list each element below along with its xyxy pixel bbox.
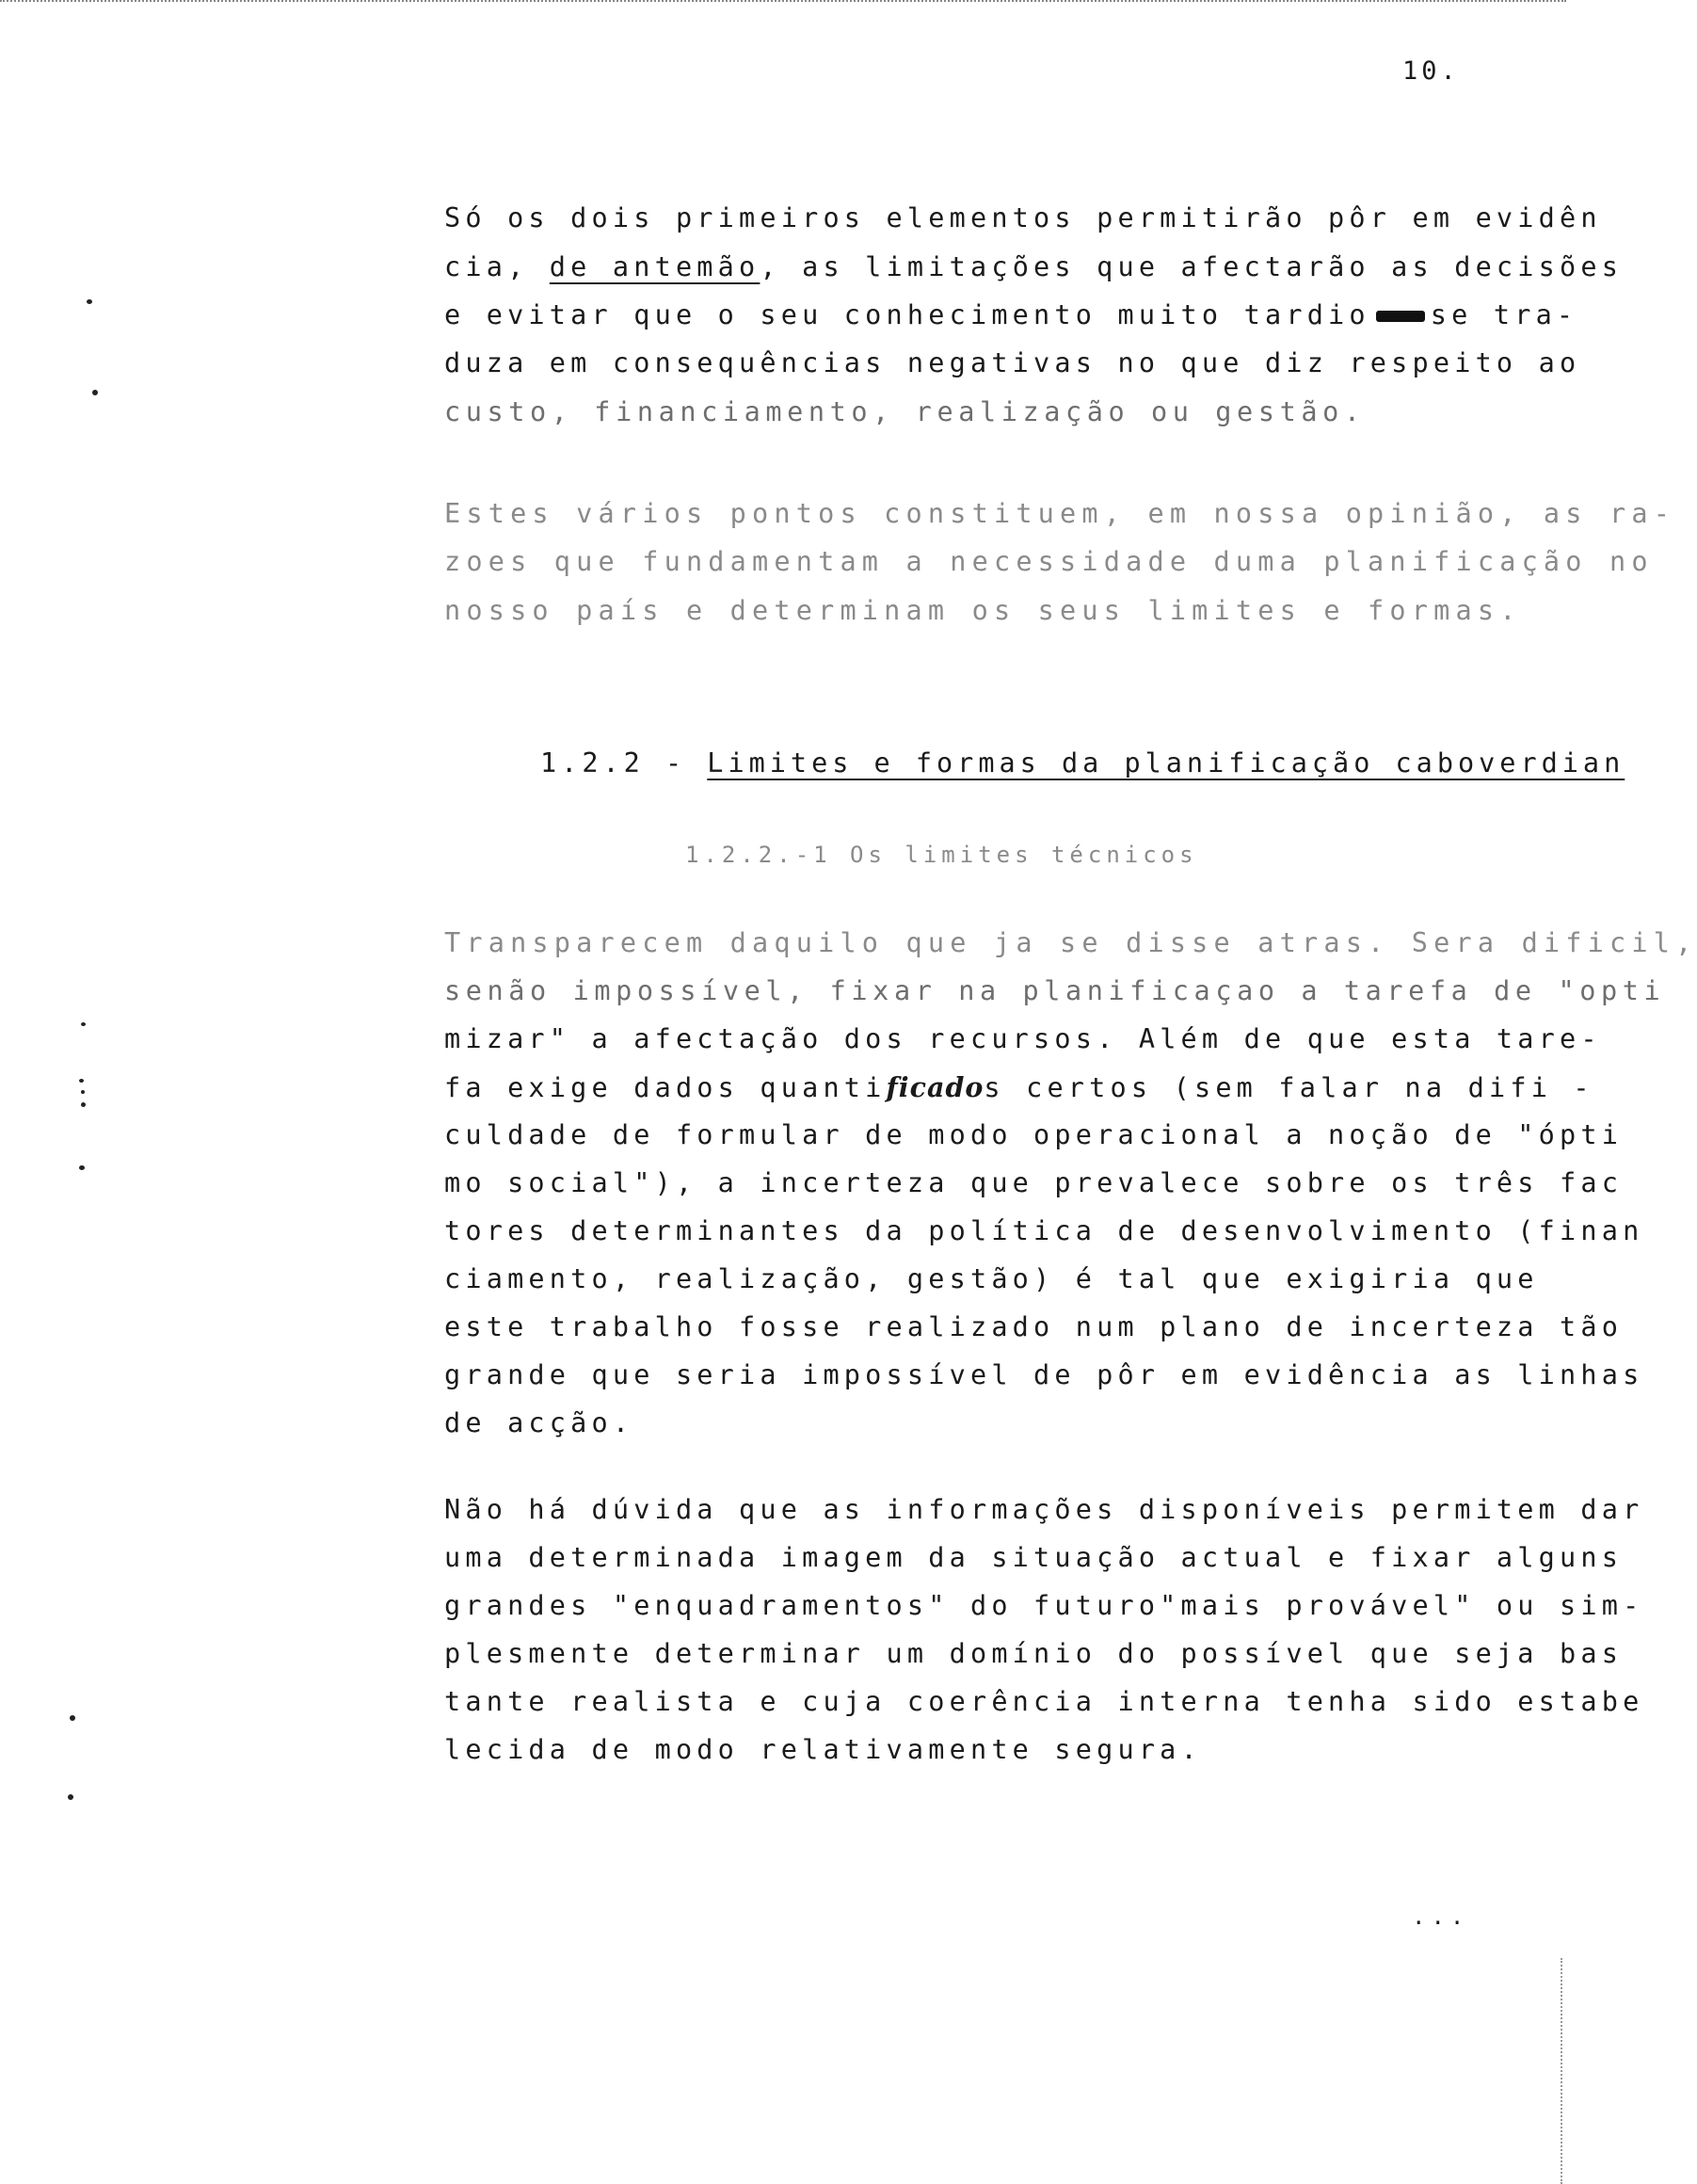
handwritten-correction: ficado bbox=[886, 1071, 985, 1103]
paragraph3-line-4-end: s certos (sem falar na difi - bbox=[984, 1072, 1594, 1103]
paragraph4-line-2: uma determinada imagem da situação actual e fixar alguns bbox=[444, 1542, 1624, 1573]
scan-speck bbox=[79, 1165, 85, 1170]
subsection-heading: 1.2.2.-1 Os limites técnicos bbox=[685, 842, 1198, 868]
paragraph1-line-1: Só os dois primeiros elementos permitirão pôr em evidên bbox=[444, 202, 1602, 233]
paragraph3-line-4 bbox=[444, 1071, 1594, 1103]
paragraph3-line-11: de acção. bbox=[444, 1407, 634, 1438]
paragraph2-line-3: nosso país e determinam os seus limites e formas. bbox=[444, 595, 1522, 626]
scan-top-edge bbox=[0, 0, 1566, 6]
paragraph1-line-2-end: , as limitações que afectarão as decisões bbox=[760, 251, 1624, 282]
paragraph1-line-5: custo, financiamento, realização ou gestão. bbox=[444, 396, 1366, 427]
paragraph4-line-4: plesmente determinar um domínio do possível que seja bas bbox=[444, 1638, 1624, 1669]
section-number: 1.2.2 - bbox=[540, 747, 708, 779]
paragraph3-line-3-end: Além de que esta tare- bbox=[1138, 1023, 1602, 1054]
paragraph2-line-2: zoes que fundamentam a necessidade duma planificação no bbox=[444, 546, 1654, 577]
paragraph3-line-2-start: se bbox=[444, 975, 488, 1006]
paragraph3-line-8: ciamento, realização, gestão) é tal que exigiria que bbox=[444, 1263, 1539, 1294]
paragraph4-line-1: Não há dúvida que as informações disponíveis permitem dar bbox=[444, 1494, 1644, 1525]
section-heading bbox=[540, 747, 1625, 779]
section-title: Limites e formas da planificação caboverdian bbox=[707, 747, 1625, 779]
paragraph3-line-1: Transparecem daquilo que ja se disse atras. Sera dificil, bbox=[444, 927, 1697, 958]
scan-speck bbox=[70, 1715, 75, 1721]
paragraph3-line-2-end: não impossível, fixar na planificaçao a tarefa de "opti bbox=[487, 975, 1666, 1006]
redaction-mark bbox=[1376, 311, 1425, 322]
paragraph1-line-2-start: cia, bbox=[444, 251, 550, 282]
paragraph3-line-10: grande que seria impossível de pôr em evidência as linhas bbox=[444, 1359, 1644, 1390]
paragraph4-line-3: grandes "enquadramentos" do futuro"mais provável" ou sim- bbox=[444, 1590, 1644, 1621]
paragraph4-line-5: tante realista e cuja coerência interna tenha sido estabe bbox=[444, 1686, 1644, 1717]
paragraph1-line-2 bbox=[444, 251, 1624, 282]
paragraph3-line-7: tores determinantes da política de desenvolvimento (finan bbox=[444, 1215, 1644, 1246]
scan-speck bbox=[81, 1090, 85, 1094]
paragraph4-line-6: lecida de modo relativamente segura. bbox=[444, 1734, 1202, 1765]
underlined-phrase: de antemão bbox=[549, 251, 760, 282]
scan-speck bbox=[92, 390, 98, 395]
scan-speck bbox=[87, 299, 92, 304]
continuation-marker: ... bbox=[1412, 1903, 1470, 1930]
scan-speck bbox=[68, 1794, 73, 1800]
scan-right-edge bbox=[1559, 1958, 1562, 2184]
paragraph1-line-4: duza em consequências negativas no que diz respeito ao bbox=[444, 347, 1581, 378]
paragraph1-line-3-start: e evitar que o seu conhecimento muito tardio bbox=[444, 299, 1370, 330]
paragraph3-line-5: culdade de formular de modo operacional a noção de "ópti bbox=[444, 1119, 1624, 1150]
paragraph2-line-1: Estes vários pontos constituem, em nossa opinião, as ra- bbox=[444, 498, 1676, 529]
paragraph1-line-3 bbox=[444, 299, 1578, 330]
paragraph3-line-3-start: mizar" a afectação dos recursos. bbox=[444, 1023, 1139, 1054]
paragraph3-line-4-start: fa exige dados quanti bbox=[444, 1072, 887, 1103]
paragraph1-line-3-end: se tra- bbox=[1430, 299, 1578, 330]
paragraph3-line-9: este trabalho fosse realizado num plano de incerteza tão bbox=[444, 1311, 1624, 1342]
page-number: 10. bbox=[1402, 56, 1460, 86]
scan-speck bbox=[79, 1079, 84, 1083]
scan-speck bbox=[81, 1022, 86, 1026]
paragraph3-line-6: mo social"), a incerteza que prevalece sobre os três fac bbox=[444, 1167, 1624, 1198]
scan-speck bbox=[81, 1102, 86, 1107]
paragraph3-line-2 bbox=[444, 975, 1666, 1006]
paragraph3-line-3 bbox=[444, 1023, 1602, 1054]
